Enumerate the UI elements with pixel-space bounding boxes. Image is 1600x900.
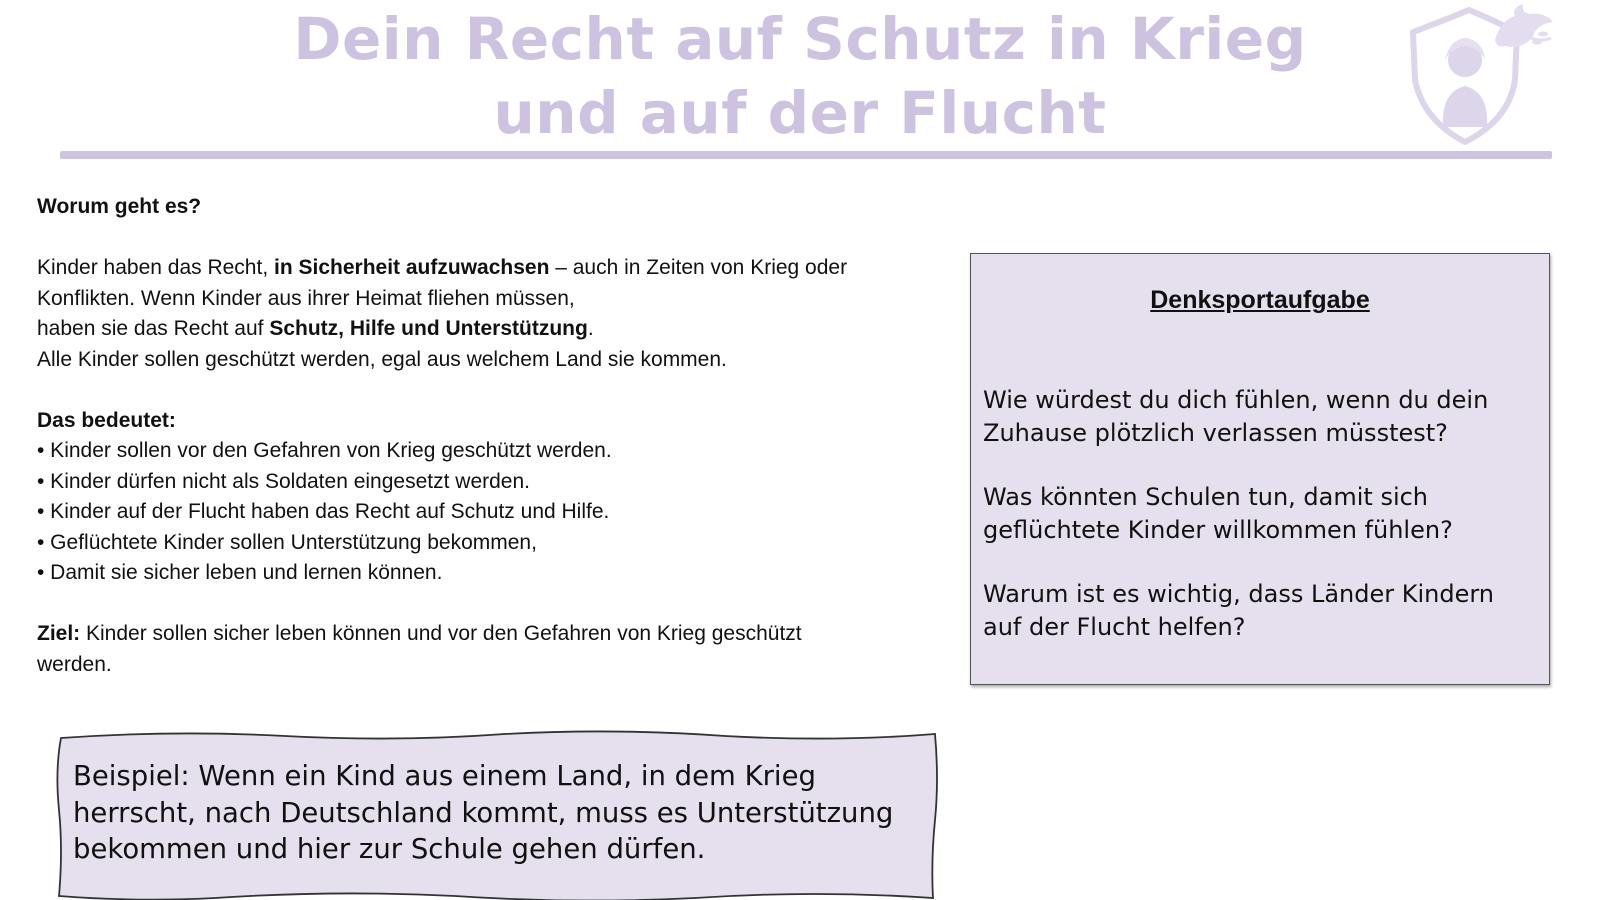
intro-text: – auch in Zeiten von Krieg oder bbox=[549, 256, 848, 279]
think-title: Denksportaufgabe bbox=[1150, 286, 1370, 314]
intro-line-4: Alle Kinder sollen geschützt werden, egal aus welchem Land sie kommen. bbox=[37, 347, 727, 371]
list-item: • Damit sie sicher leben und lernen können. bbox=[37, 561, 443, 584]
intro-line-1 bbox=[37, 253, 917, 284]
think-box bbox=[970, 253, 1550, 685]
intro-text: . bbox=[587, 317, 594, 340]
list-item: • Kinder sollen vor den Gefahren von Krieg geschützt werden. bbox=[37, 439, 612, 462]
list-item: • Kinder dürfen nicht als Soldaten eingesetzt werden. bbox=[37, 469, 530, 493]
example-box bbox=[55, 730, 941, 900]
shield-child-dove-icon bbox=[1405, 2, 1555, 152]
main-text bbox=[37, 192, 917, 680]
goal-line-2: werden. bbox=[37, 652, 112, 676]
goal-label: Ziel: bbox=[37, 622, 81, 645]
title-line-1: Dein Recht auf Schutz in Krieg bbox=[293, 5, 1307, 73]
goal-line bbox=[37, 619, 917, 650]
meaning-heading: Das bedeutet: bbox=[37, 408, 176, 432]
intro-emphasis: in Sicherheit aufzuwachsen bbox=[274, 256, 550, 279]
intro-line-3 bbox=[37, 314, 917, 345]
list-item: • Geflüchtete Kinder sollen Unterstützung bekommen, bbox=[37, 530, 537, 554]
goal-text: Kinder sollen sicher leben können und vor den Gefahren von Krieg geschützt bbox=[80, 622, 802, 645]
think-question-3: Warum ist es wichtig, dass Länder Kindern auf der Flucht helfen? bbox=[983, 580, 1495, 641]
title-divider bbox=[60, 151, 1552, 159]
intro-line-2: Konflikten. Wenn Kinder aus ihrer Heimat fliehen müssen, bbox=[37, 286, 575, 310]
example-text: Beispiel: Wenn ein Kind aus einem Land, in dem Krieg herrscht, nach Deutschland kommt, muss es Unterstützung bekommen und hier zur Schule gehen dürfen. bbox=[73, 760, 894, 865]
page-title bbox=[200, 2, 1400, 150]
intro-text: haben sie das Recht auf bbox=[37, 317, 270, 340]
think-question-1: Wie würdest du dich fühlen, wenn du dein Zuhause plötzlich verlassen müsstest? bbox=[983, 386, 1489, 447]
title-line-2: und auf der Flucht bbox=[493, 79, 1107, 147]
list-item: • Kinder auf der Flucht haben das Recht auf Schutz und Hilfe. bbox=[37, 500, 610, 523]
intro-heading: Worum geht es? bbox=[37, 195, 202, 218]
intro-text: Kinder haben das Recht, bbox=[37, 256, 274, 279]
meaning-list bbox=[37, 436, 917, 589]
think-question-2: Was könnten Schulen tun, damit sich geflüchtete Kinder willkommen fühlen? bbox=[983, 483, 1453, 544]
intro-emphasis: Schutz, Hilfe und Unterstützung bbox=[269, 317, 588, 340]
